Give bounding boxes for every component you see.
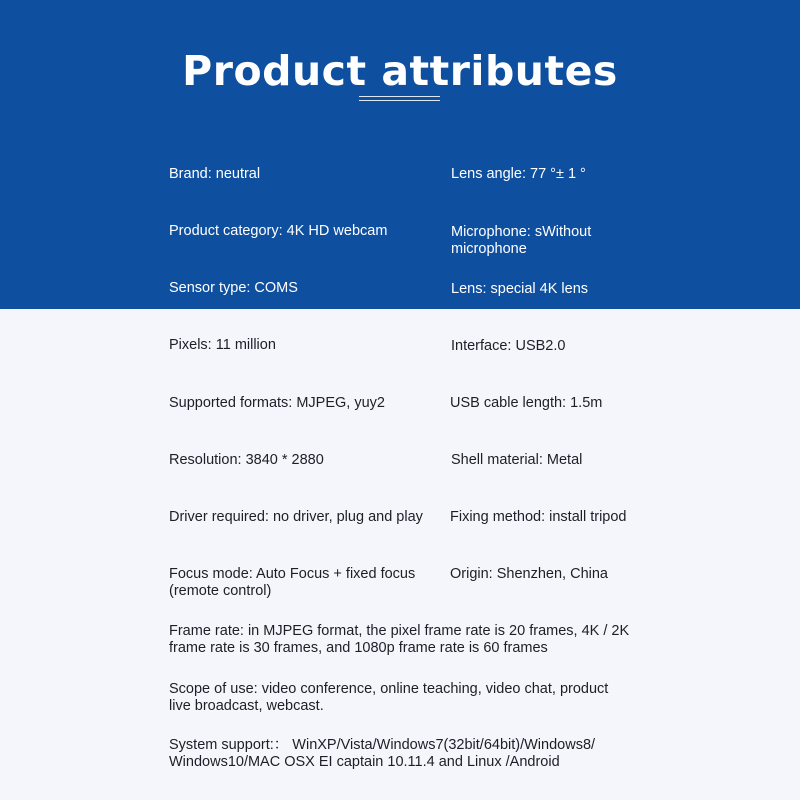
attr-frame-rate-line1: Frame rate: in MJPEG format, the pixel frame rate is 20 frames, 4K / 2K <box>169 623 630 639</box>
title-divider-top <box>359 96 440 97</box>
attr-focus-mode-line2: (remote control) <box>169 583 272 599</box>
attr-interface: Interface: USB2.0 <box>451 338 566 354</box>
attr-resolution: Resolution: 3840 * 2880 <box>169 452 324 468</box>
title-divider-bottom <box>359 100 440 101</box>
attr-system-support-line2: Windows10/MAC OSX EI captain 10.11.4 and Linux /Android <box>169 754 560 770</box>
attr-supported-formats: Supported formats: MJPEG, yuy2 <box>169 395 385 411</box>
attr-scope-line1: Scope of use: video conference, online teaching, video chat, product <box>169 681 609 697</box>
attr-sensor-type: Sensor type: COMS <box>169 280 298 296</box>
attr-system-support-line1: System support:： WinXP/Vista/Windows7(32bit/64bit)/Windows8/ <box>169 737 596 753</box>
attr-product-category: Product category: 4K HD webcam <box>169 223 388 239</box>
attr-origin: Origin: Shenzhen, China <box>450 566 608 582</box>
attr-usb-cable-length: USB cable length: 1.5m <box>450 395 603 411</box>
attr-focus-mode-line1: Focus mode: Auto Focus + fixed focus <box>169 566 416 582</box>
page-title: Product attributes <box>182 47 618 96</box>
attr-lens: Lens: special 4K lens <box>451 281 589 297</box>
attr-scope-line2: live broadcast, webcast. <box>169 698 324 714</box>
attr-microphone-line2: microphone <box>451 241 527 257</box>
attr-fixing-method: Fixing method: install tripod <box>450 509 627 525</box>
attr-driver-required: Driver required: no driver, plug and play <box>169 509 423 525</box>
attr-frame-rate-line2: frame rate is 30 frames, and 1080p frame rate is 60 frames <box>169 640 548 656</box>
attr-brand: Brand: neutral <box>169 166 261 182</box>
attr-shell-material: Shell material: Metal <box>451 452 583 468</box>
attr-pixels: Pixels: 11 million <box>169 337 276 353</box>
attr-lens-angle: Lens angle: 77 °± 1 ° <box>451 166 586 182</box>
attr-microphone-line1: Microphone: sWithout <box>451 224 592 240</box>
